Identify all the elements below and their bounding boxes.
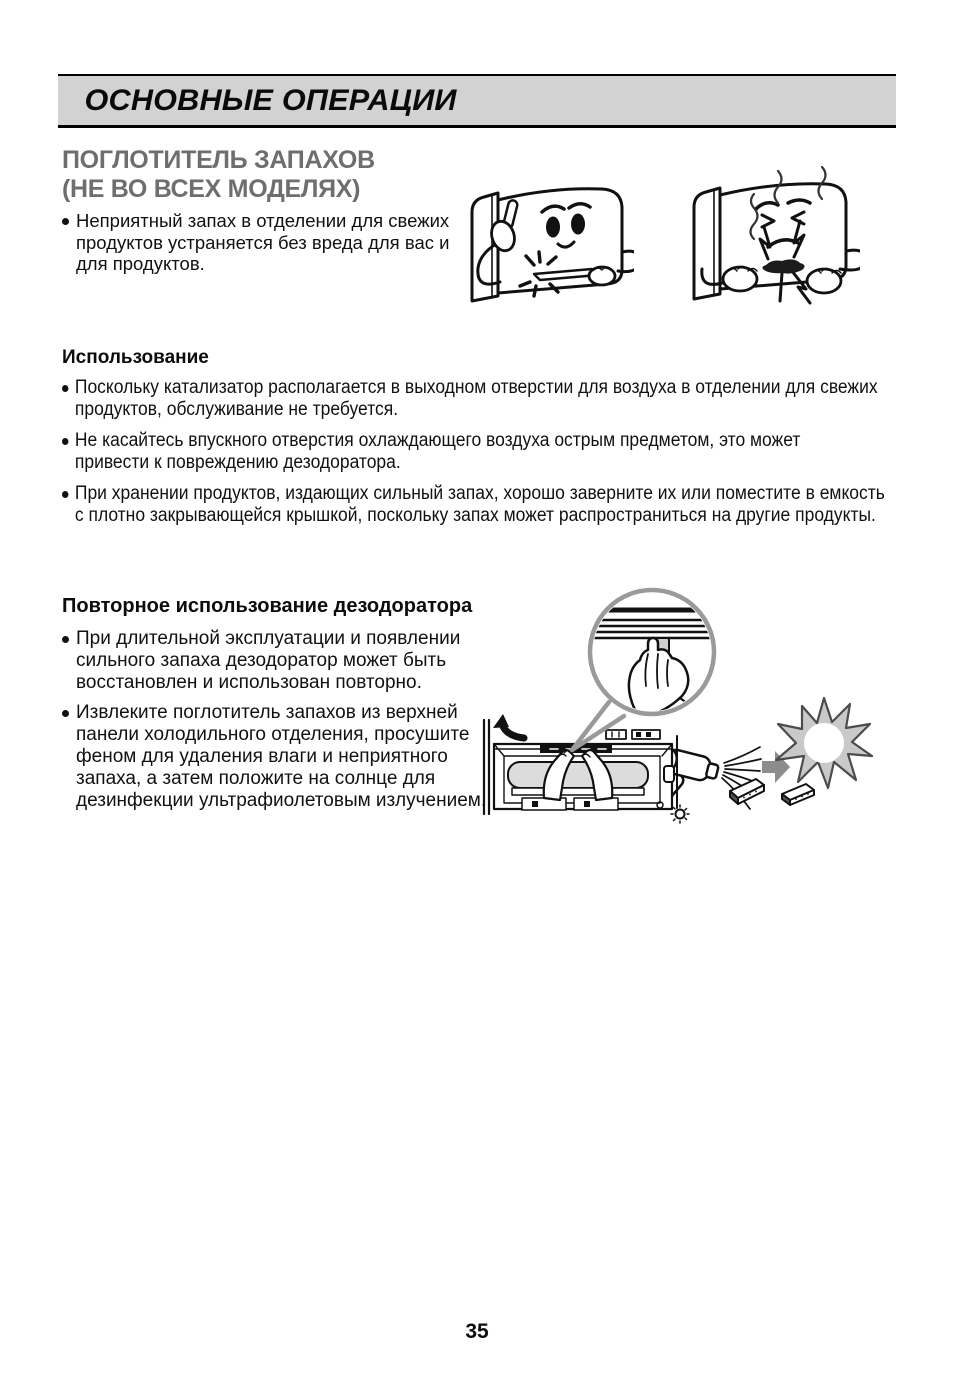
reuse-bullet-list <box>62 628 487 820</box>
magnifier-balloon-illustration <box>552 580 758 754</box>
usage-bullet-text: Поскольку катализатор располагается в выходном отверстии для воздуха в отделении для свежих продуктов, обслуживание не требуется. <box>74 377 878 420</box>
bullet-dot <box>62 218 69 225</box>
usage-bullet-list <box>62 377 945 536</box>
bullet-dot <box>62 636 69 643</box>
bullet-dot <box>62 491 68 498</box>
sun-illustration <box>772 696 874 816</box>
intro-bullet-list <box>62 210 472 284</box>
section-heading <box>62 146 375 204</box>
page-title: ОСНОВНЫЕ ОПЕРАЦИИ <box>84 83 457 117</box>
bullet-dot <box>62 438 68 445</box>
usage-bullet-text: Не касайтесь впускного отверстия охлаждающего воздуха острым предметом, это может привести к повреждению дезодоратора. <box>74 430 801 473</box>
list-item <box>62 702 487 812</box>
section-heading-line1: ПОГЛОТИТЕЛЬ ЗАПАХОВ <box>62 146 375 174</box>
list-item <box>62 430 945 474</box>
reuse-bullet-text: Извлеките поглотитель запахов из верхней панели холодильного отделения, просушите феном для удаления влаги и неприятного запаха, а затем положите на солнце для дезинфекции ультрафиолетовым излучением. <box>76 702 487 811</box>
reuse-bullet-text: При длительной эксплуатации и появлении сильного запаха дезодоратор может быть восстановлен и использован повторно. <box>76 628 461 693</box>
intro-bullet-text: Неприятный запах в отделении для свежих продуктов устраняется без вреда для вас и для продуктов. <box>76 210 450 274</box>
list-item <box>62 377 945 421</box>
usage-heading: Использование <box>62 347 209 368</box>
bullet-dot <box>62 385 68 392</box>
bullet-dot <box>62 710 69 717</box>
usage-bullet-text: При хранении продуктов, издающих сильный запах, хорошо заверните их или поместите в емкость с плотно закрывающейся крышкой, поскольку запах может распространиться на другие продукты. <box>74 483 885 526</box>
page-footer <box>0 1320 954 1344</box>
smelly-fridge-illustration <box>682 163 860 308</box>
page-number: 35 <box>465 1320 489 1343</box>
page-header <box>58 74 896 128</box>
list-item <box>62 210 472 275</box>
section-heading-line2: (НЕ ВО ВСЕХ МОДЕЛЯХ) <box>62 175 361 203</box>
list-item <box>62 628 482 694</box>
list-item <box>62 483 945 527</box>
happy-fridge-illustration <box>456 170 634 308</box>
reuse-heading: Повторное использование дезодоратора <box>62 595 473 617</box>
